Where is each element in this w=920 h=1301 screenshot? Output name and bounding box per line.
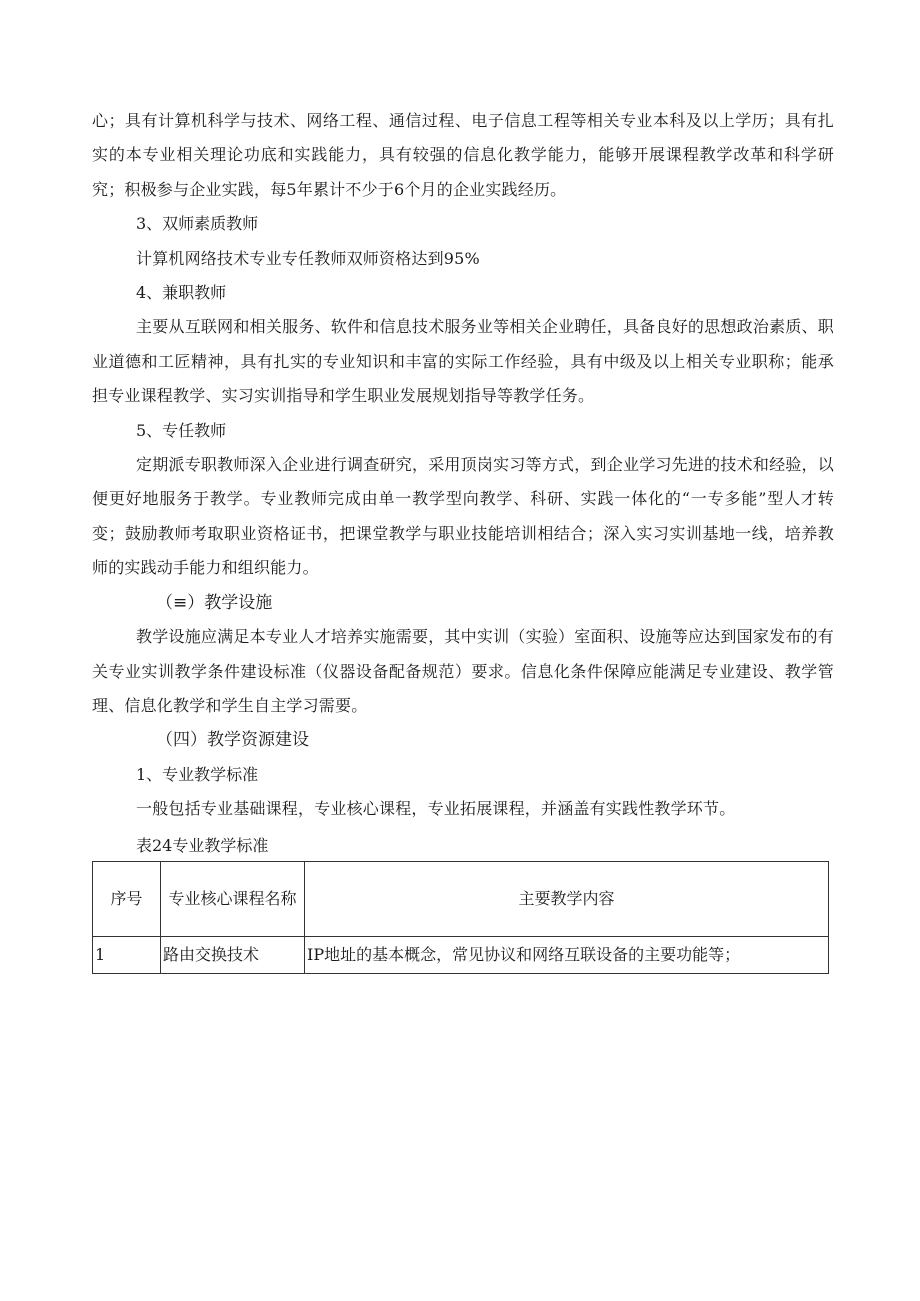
header-no: 序号: [93, 861, 161, 936]
document-body: [92, 104, 834, 974]
paragraph-teacher-qualification: 心；具有计算机科学与技术、网络工程、通信过程、电子信息工程等相关专业本科及以上学历；具有扎实的本专业相关理论功底和实践能力，具有较强的信息化教学能力，能够开展课程教学改革和科学研究；积极参与企业实践，每5年累计不少于6个月的企业实践经历。: [92, 111, 834, 199]
paragraph-teaching-facilities: 教学设施应满足本专业人才培养实施需要，其中实训（实验）室面积、设施等应达到国家发布的有关专业实训教学条件建设标准（仪器设备配备规范）要求。信息化条件保障应能满足专业建设、教学管理、信息化教学和学生自主学习需要。: [92, 627, 834, 715]
section-heading-teaching-facilities: （≡）教学设施: [156, 592, 273, 613]
paragraph-double-qualified: 计算机网络技术专业专任教师双师资格达到95%: [136, 248, 480, 268]
header-content: 主要教学内容: [305, 861, 829, 936]
cell-course: 路由交换技术: [161, 936, 305, 973]
cell-content: IP地址的基本概念，常见协议和网络互联设备的主要功能等；: [305, 936, 829, 973]
cell-no: 1: [93, 936, 161, 973]
table-row: [93, 936, 829, 973]
heading-full-time-teachers: 5、专任教师: [136, 420, 227, 440]
heading-part-time-teachers: 4、兼职教师: [136, 283, 227, 303]
standards-table: [92, 861, 829, 974]
table-header-row: [93, 861, 829, 936]
paragraph-full-time: 定期派专职教师深入企业进行调查研究，采用顶岗实习等方式，到企业学习先进的技术和经验，以便更好地服务于教学。专业教师完成由单一教学型向教学、科研、实践一体化的“一专多能”型人才转变；鼓励教师考取职业资格证书，把课堂教学与职业技能培训相结合；深入实习实训基地一线，培养教师的实践动手能力和组织能力。: [92, 455, 834, 578]
heading-professional-standards: 1、专业教学标准: [136, 764, 259, 784]
header-course: 专业核心课程名称: [161, 861, 305, 936]
paragraph-part-time: 主要从互联网和相关服务、软件和信息技术服务业等相关企业聘任，具备良好的思想政治素质、职业道德和工匠精神，具有扎实的专业知识和丰富的实际工作经验，具有中级及以上相关专业职称；能承担专业课程教学、实习实训指导和学生职业发展规划指导等教学任务。: [92, 317, 834, 406]
paragraph-professional-standards: 一般包括专业基础课程，专业核心课程，专业拓展课程，并涵盖有实践性教学环节。: [136, 799, 736, 819]
table-caption: 表24专业教学标准: [136, 835, 269, 855]
heading-double-qualified-teachers: 3、双师素质教师: [136, 214, 259, 234]
section-heading-teaching-resources: （四）教学资源建设: [156, 730, 309, 751]
